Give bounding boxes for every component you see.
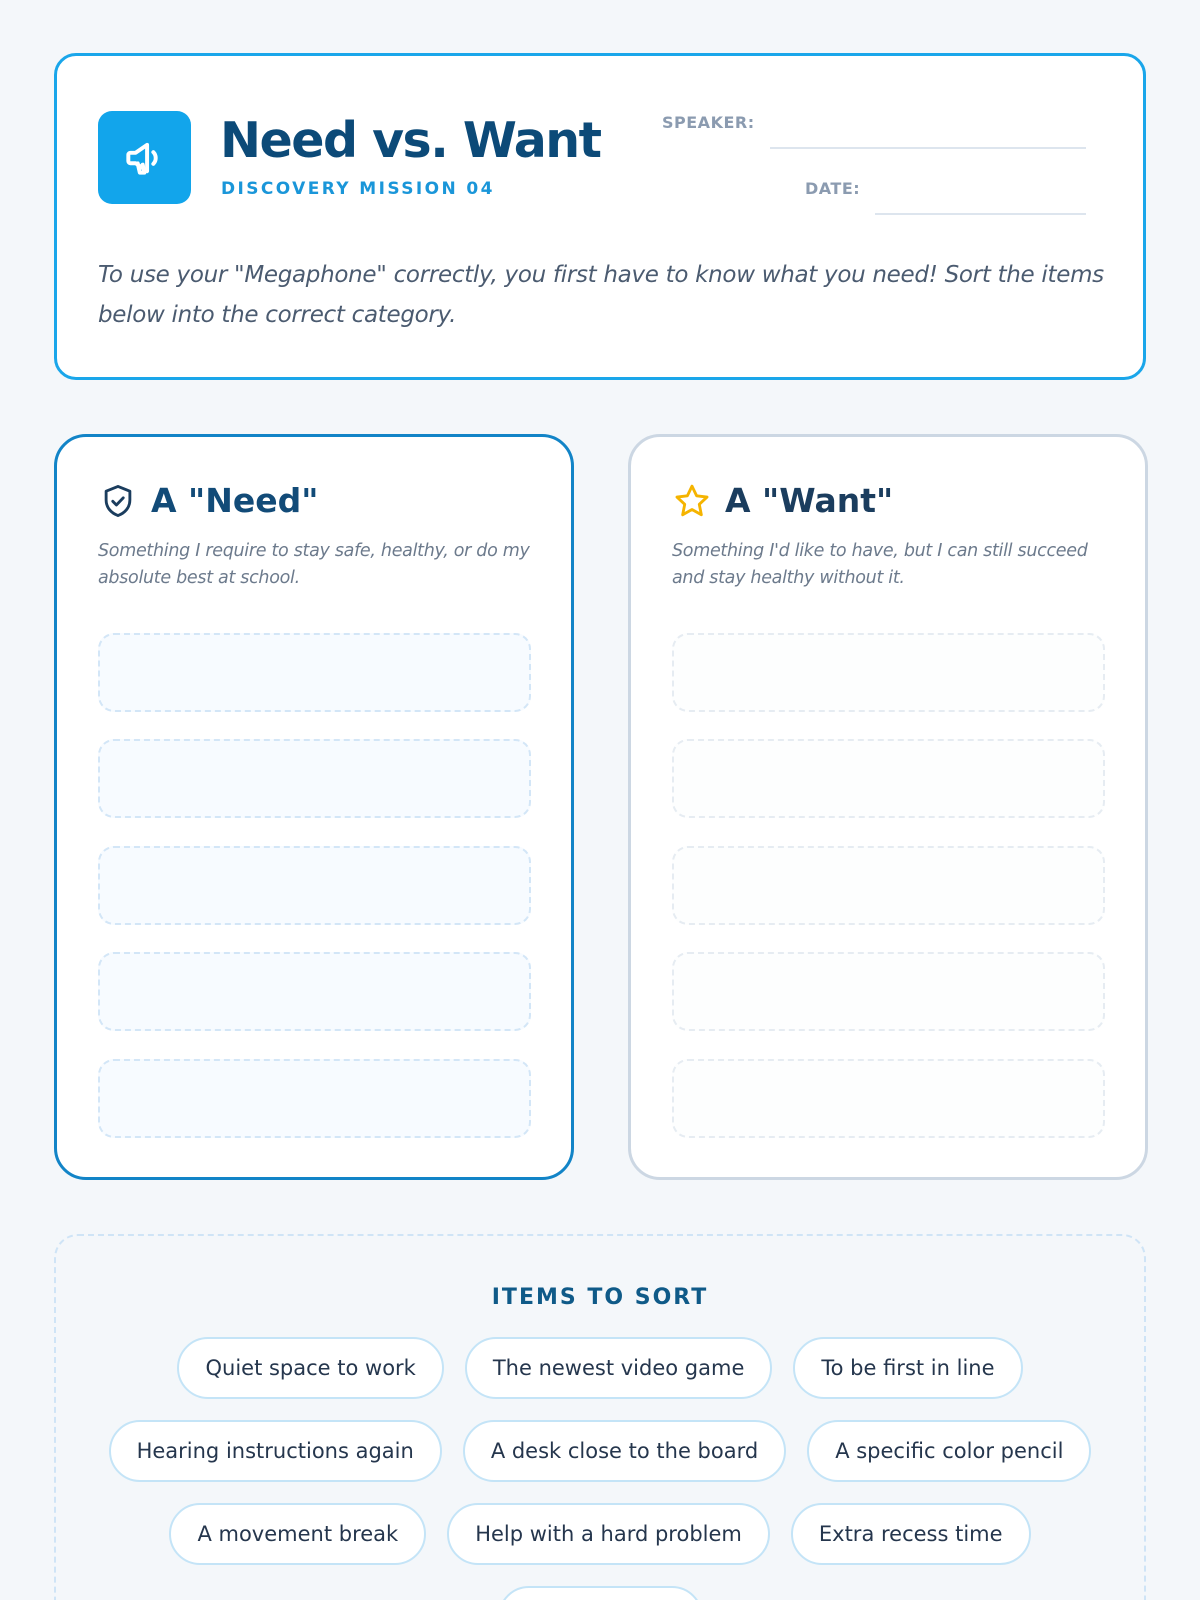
speaker-label: SPEAKER: [662, 113, 755, 132]
shield-check-icon [99, 482, 137, 520]
need-slot[interactable] [98, 633, 531, 712]
need-slot[interactable] [98, 1059, 531, 1138]
header-card [54, 53, 1146, 380]
want-title: A "Want" [725, 481, 894, 520]
need-card [54, 434, 574, 1180]
date-label: DATE: [805, 179, 861, 198]
sort-item-chip[interactable]: A desk close to the board [463, 1420, 786, 1482]
intro-text: To use your "Megaphone" correctly, you first have to know what you need! Sort the items below into the correct category. [98, 262, 1104, 328]
megaphone-icon [98, 111, 191, 204]
want-description: Something I'd like to have, but I can still succeed and stay healthy without it. [672, 541, 1088, 588]
need-slot[interactable] [98, 952, 531, 1031]
want-slot[interactable] [672, 739, 1105, 818]
want-slot[interactable] [672, 1059, 1105, 1138]
sort-item-chip[interactable]: Quiet space to work [177, 1337, 443, 1399]
need-slot[interactable] [98, 739, 531, 818]
need-description: Something I require to stay safe, healthy, or do my absolute best at school. [98, 541, 530, 588]
need-slot[interactable] [98, 846, 531, 925]
want-slot[interactable] [672, 846, 1105, 925]
items-to-sort-area [54, 1234, 1146, 1600]
chip-row [56, 1420, 1144, 1482]
star-icon [673, 482, 711, 520]
want-card [628, 434, 1148, 1180]
sort-item-chip[interactable]: A specific color pencil [807, 1420, 1091, 1482]
chip-row [56, 1337, 1144, 1399]
want-slot[interactable] [672, 633, 1105, 712]
page-title: Need vs. Want [220, 112, 601, 169]
sort-item-chip[interactable]: Hearing instructions again [109, 1420, 442, 1482]
sort-item-chip[interactable]: Help with a hard problem [447, 1503, 770, 1565]
sort-item-chip[interactable]: Extra recess time [791, 1503, 1031, 1565]
items-heading: ITEMS TO SORT [491, 1285, 709, 1310]
sort-item-chip[interactable]: To be first in line [793, 1337, 1022, 1399]
speaker-field[interactable] [770, 147, 1086, 149]
sort-item-chip[interactable]: A movement break [169, 1503, 426, 1565]
want-slot[interactable] [672, 952, 1105, 1031]
page-subtitle: DISCOVERY MISSION 04 [221, 179, 495, 199]
chip-row [56, 1503, 1144, 1565]
date-field[interactable] [875, 213, 1086, 215]
chip-row [56, 1586, 1144, 1600]
sort-item-chip[interactable]: The newest video game [465, 1337, 773, 1399]
sort-item-chip[interactable] [498, 1586, 703, 1600]
need-title: A "Need" [151, 481, 319, 520]
